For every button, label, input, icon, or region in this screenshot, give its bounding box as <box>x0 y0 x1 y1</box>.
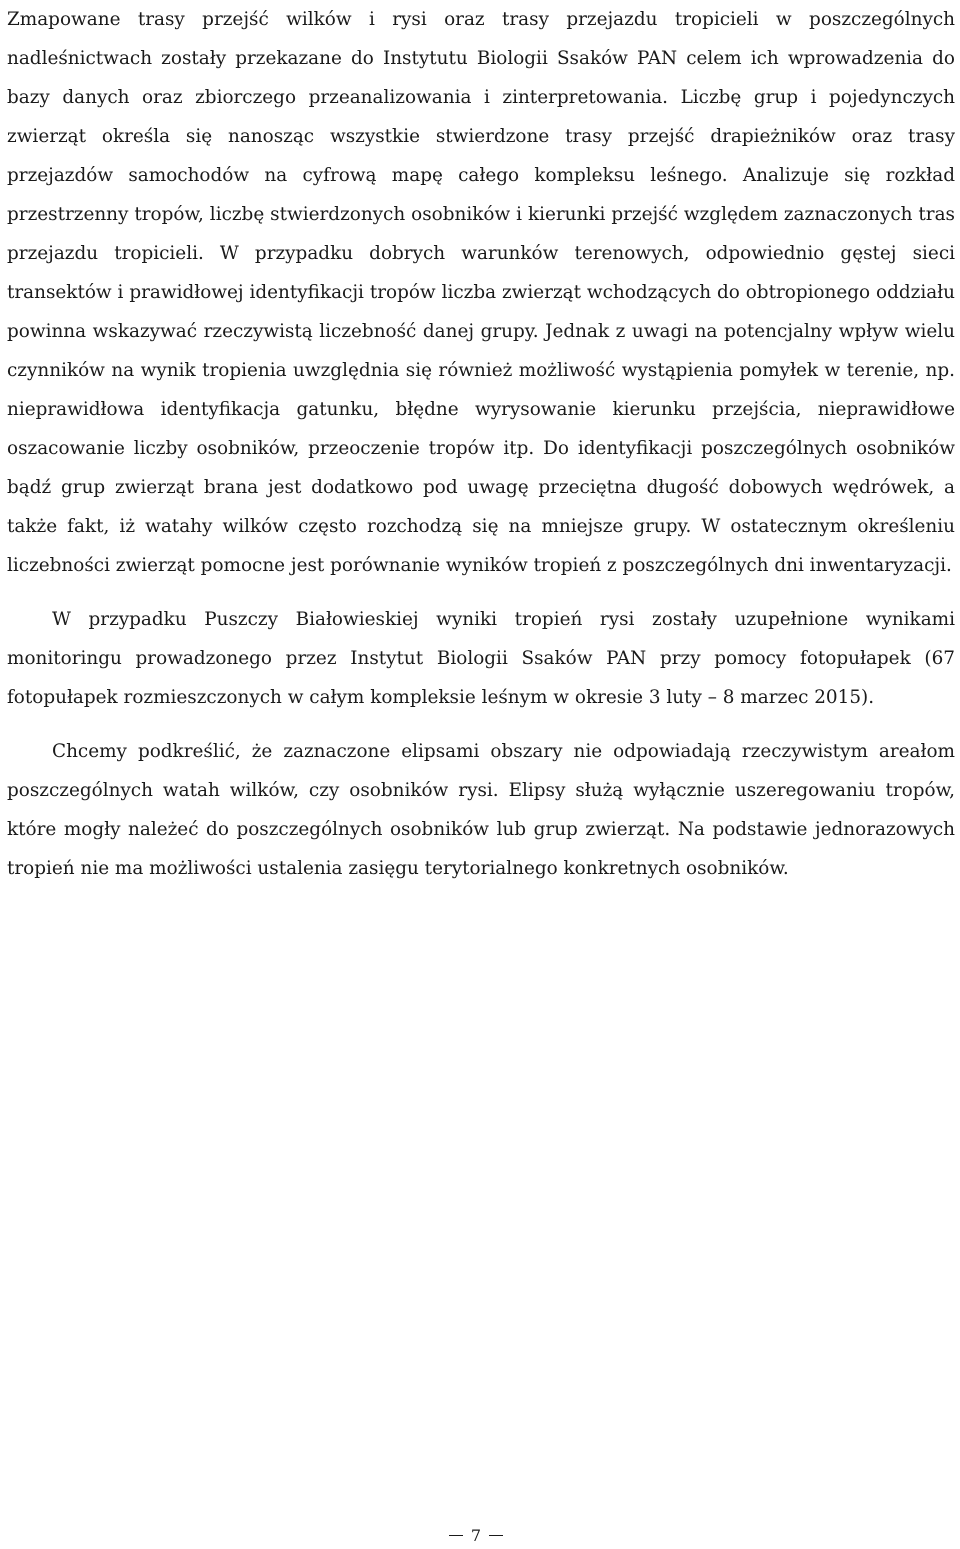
page-number-right-dash <box>489 1535 503 1536</box>
page-number-container <box>449 1526 503 1545</box>
paragraph-tracking-analysis: Zmapowane trasy przejść wilków i rysi oraz trasy przejazdu tropicieli w poszczególnych nadleśnictwach zostały przekazane do Instytutu Biologii Ssaków PAN celem ich wprowadzenia do bazy danych oraz zbiorczego przeanalizowania i zinterpretowania. Liczbę grup i pojedynczych zwierząt określa się nanosząc wszystkie stwierdzone trasy przejść drapieżników oraz trasy przejazdów samochodów na cyfrową mapę całego kompleksu leśnego. Analizuje się rozkład przestrzenny tropów, liczbę stwierdzonych osobników i kierunki przejść względem zaznaczonych tras przejazdu tropicieli. W przypadku dobrych warunków terenowych, odpowiednio gęstej sieci transektów i prawidłowej identyfikacji tropów liczba zwierząt wchodzących do obtropionego oddziału powinna wskazywać rzeczywistą liczebność danej grupy. Jednak z uwagi na potencjalny wpływ wielu czynników na wynik tropienia uwzględnia się również możliwość wystąpienia pomyłek w terenie, np. nieprawidłowa identyfikacja gatunku, błędne wyrysowanie kierunku przejścia, nieprawidłowe oszacowanie liczby osobników, przeoczenie tropów itp. Do identyfikacji poszczególnych osobników bądź grup zwierząt brana jest dodatkowo pod uwagę przeciętna długość dobowych wędrówek, a także fakt, iż watahy wilków często rozchodzą się na mniejsze grupy. W ostatecznym określeniu liczebności zwierząt pomocne jest porównanie wyników tropień z poszczególnych dni inwentaryzacji. <box>7 9 955 576</box>
page-number: 7 <box>470 1525 482 1545</box>
document-body <box>7 0 955 888</box>
paragraph-ellipses-note: Chcemy podkreślić, że zaznaczone elipsami obszary nie odpowiadają rzeczywistym areałom poszczególnych watah wilków, czy osobników rysi. Elipsy służą wyłącznie uszeregowaniu tropów, które mogły należeć do poszczególnych osobników lub grup zwierząt. Na podstawie jednorazowych tropień nie ma możliwości ustalenia zasięgu terytorialnego konkretnych osobników. <box>7 741 955 879</box>
paragraph-bialowieza-camera-traps: W przypadku Puszczy Białowieskiej wyniki tropień rysi zostały uzupełnione wynikami monitoringu prowadzonego przez Instytut Biologii Ssaków PAN przy pomocy fotopułapek (67 fotopułapek rozmieszczonych w całym kompleksie leśnym w okresie 3 luty – 8 marzec 2015). <box>7 609 955 708</box>
page-footer <box>0 1523 960 1547</box>
page-number-left-dash <box>449 1535 463 1536</box>
